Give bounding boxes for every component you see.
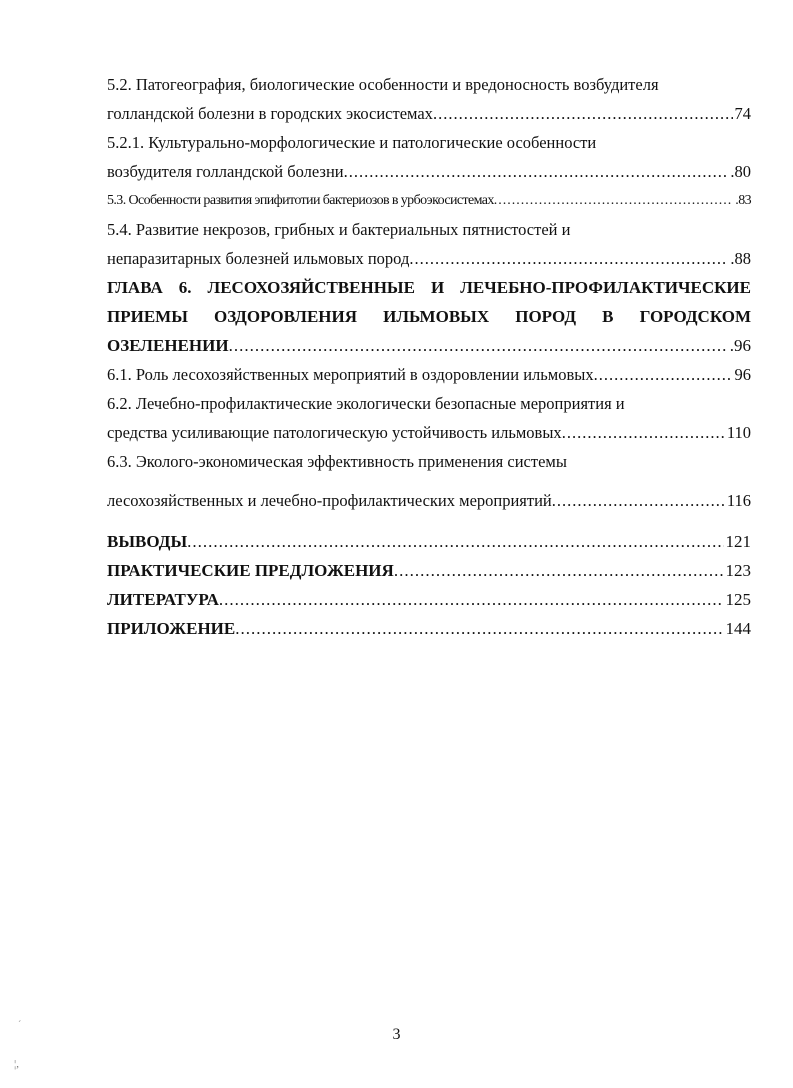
toc-entry-text: 6.2. Лечебно-профилактические экологически безопасные мероприятия и [107, 394, 625, 413]
page-number: 3 [392, 1026, 401, 1043]
toc-entry-text: 5.2. Патогеография, биологические особенности и вредоносность возбудителя [107, 75, 659, 94]
toc-line [107, 215, 751, 244]
toc-page-number: 125 [725, 590, 751, 609]
leader-dots [409, 244, 728, 273]
toc-section-text: ЛИТЕРАТУРА [107, 590, 219, 609]
toc-line [107, 418, 751, 447]
toc-section-line [107, 585, 751, 614]
toc-line [107, 476, 751, 521]
toc-section-line [107, 556, 751, 585]
leader-dots [494, 186, 734, 215]
toc-line [107, 186, 751, 215]
toc-chapter-text: ГЛАВА 6. ЛЕСОХОЗЯЙСТВЕННЫЕ И ЛЕЧЕБНО-ПРОФИЛАКТИЧЕСКИЕ [107, 278, 751, 297]
toc-line [107, 360, 751, 389]
toc-entry-text: возбудителя голландской болезни [107, 162, 344, 181]
leader-dots [594, 360, 733, 389]
toc-section-line [107, 527, 751, 556]
leader-dots [187, 527, 723, 556]
toc-entry-text: лесохозяйственных и лечебно-профилактических мероприятий [107, 491, 552, 510]
toc-entry-text: средства усиливающие патологическую устойчивость ильмовых [107, 423, 562, 442]
toc-line [107, 99, 751, 128]
toc-entry-text: 5.4. Развитие некрозов, грибных и бактериальных пятнистостей и [107, 220, 571, 239]
leader-dots [235, 614, 723, 643]
toc-chapter-text: ПРИЕМЫ ОЗДОРОВЛЕНИЯ ИЛЬМОВЫХ ПОРОД В ГОРОДСКОМ [107, 307, 751, 326]
toc-page-number: .80 [730, 162, 751, 181]
toc-entry-text: 5.3. Особенности развития эпифитотии бактериозов в урбоэкосистемах [107, 193, 494, 208]
toc-entry-text: голландской болезни в городских экосистемах [107, 104, 433, 123]
toc-page-number: .83 [735, 193, 751, 208]
toc-section-text: ПРИЛОЖЕНИЕ [107, 619, 236, 638]
leader-dots [552, 476, 725, 526]
toc-page-number: 74 [734, 104, 751, 123]
toc-line [107, 447, 751, 476]
leader-dots [229, 331, 728, 360]
toc-chapter-line [107, 331, 751, 360]
toc-section-line [107, 614, 751, 643]
toc-chapter-text: ОЗЕЛЕНЕНИИ [107, 336, 229, 355]
leader-dots [562, 418, 725, 447]
toc-line [107, 389, 751, 418]
leader-dots [394, 556, 724, 585]
toc-page-number: .88 [730, 249, 751, 268]
toc-chapter-line [107, 302, 751, 331]
leader-dots [433, 99, 733, 128]
toc-section-text: ПРАКТИЧЕСКИЕ ПРЕДЛОЖЕНИЯ [107, 561, 394, 580]
toc-entry-text: 6.1. Роль лесохозяйственных мероприятий в оздоровлении ильмовых [107, 365, 594, 384]
toc-line [107, 244, 751, 273]
toc-chapter-line [107, 273, 751, 302]
toc-line [107, 157, 751, 186]
scan-artifact-mark: ¦, [14, 1058, 19, 1070]
toc-entry-text: 5.2.1. Культурально-морфологические и патологические особенности [107, 133, 597, 152]
toc-page-number: 116 [726, 491, 751, 510]
toc-page-number: 110 [726, 423, 751, 442]
leader-dots [344, 157, 729, 186]
toc-page-number: 144 [725, 619, 751, 638]
toc-section-text: ВЫВОДЫ [107, 532, 188, 551]
toc-page-number: 96 [734, 365, 751, 384]
toc-line [107, 70, 751, 99]
toc-page-number: 121 [725, 532, 751, 551]
table-of-contents [107, 70, 751, 643]
toc-entry-text: 6.3. Эколого-экономическая эффективность применения системы [107, 452, 567, 471]
toc-page-number: 123 [725, 561, 751, 580]
toc-page-number: .96 [729, 336, 751, 355]
toc-line [107, 128, 751, 157]
leader-dots [219, 585, 724, 614]
scan-artifact-mark: ˊ [18, 1020, 22, 1031]
toc-entry-text: непаразитарных болезней ильмовых пород [107, 249, 410, 268]
